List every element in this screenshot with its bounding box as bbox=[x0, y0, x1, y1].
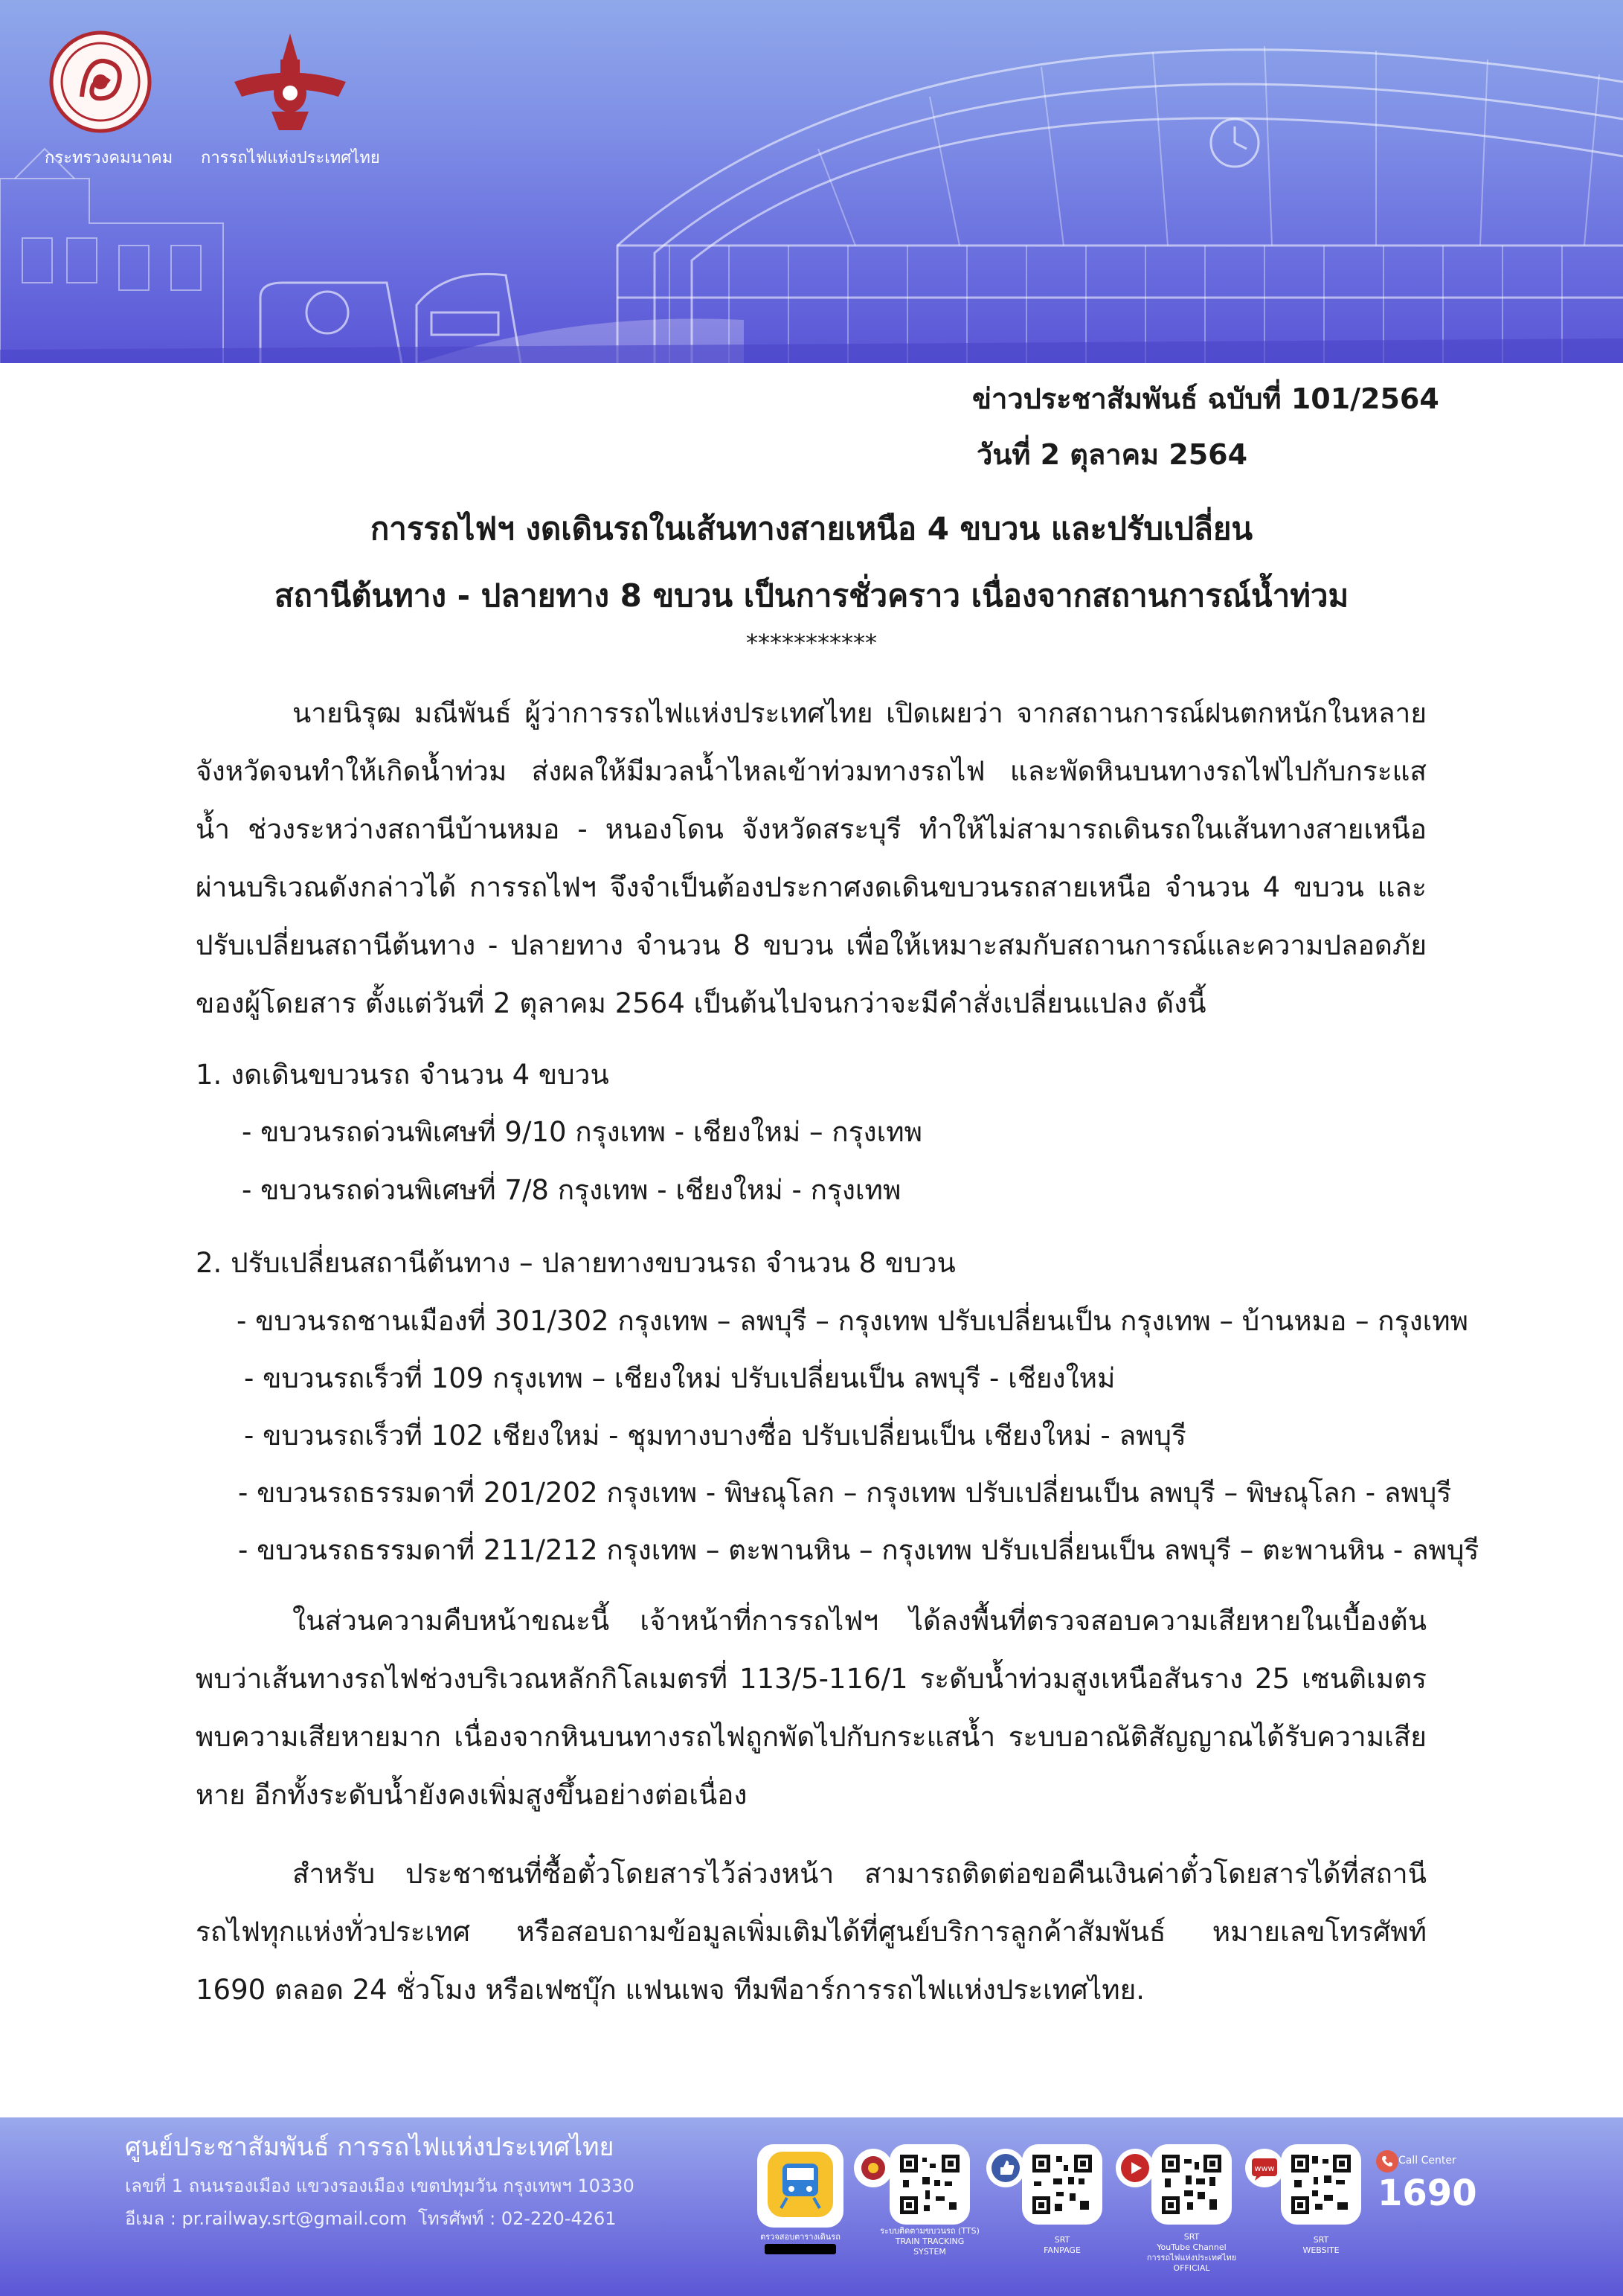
section-cancelled-heading: 1. งดเดินขบวนรถ จำนวน 4 ขบวน bbox=[196, 1059, 609, 1091]
srt-small-logo-icon bbox=[854, 2149, 893, 2187]
footer-address: เลขที่ 1 ถนนรองเมือง แขวงรองเมือง เขตปทุมวัน กรุงเทพฯ 10330 bbox=[125, 2175, 634, 2196]
youtube-icon bbox=[1116, 2149, 1154, 2187]
fanpage-caption-1: SRT bbox=[1054, 2235, 1070, 2245]
website-caption-1: SRT bbox=[1313, 2235, 1329, 2245]
www-label: www bbox=[1254, 2164, 1275, 2173]
paragraph-intro: นายนิรุฒ มณีพันธ์ ผู้ว่าการรถไฟแห่งประเทศไทย เปิดเผยว่า จากสถานการณ์ฝนตกหนักในหลายจังหวัดจนทำให้เกิดน้ำท่วม ส่งผลให้มีมวลน้ำไหลเข้าท่วมทางรถไฟ และพัดหินบนทางรถไฟไปกับกระแสน้ำ ช่วงระหว่างสถานีบ้านหมอ - หนองโดน จังหวัดสระบุรี ทำให้ไม่สามารถเดินรถในเส้นทางสายเหนือผ่านบริเวณดังกล่าวได้ การรถไฟฯ จึงจำเป็นต้องประกาศงดเดินขบวนรถสายเหนือ จำนวน 4 ขบวน และปรับเปลี่ยนสถานีต้นทาง - ปลายทาง จำนวน 8 ขบวน เพื่อให้เหมาะสมกับสถานการณ์และความปลอดภัยของผู้โดยสาร ตั้งแต่วันที่ 2 ตุลาคม 2564 เป็นต้นไปจนกว่าจะมีคำสั่งเปลี่ยนแปลง ดังนี้ bbox=[196, 697, 1427, 1019]
youtube-caption-2: YouTube Channel bbox=[1157, 2242, 1227, 2252]
headline-separator: *********** bbox=[746, 629, 877, 657]
timetable-app-caption: ตรวจสอบตารางเดินรถ bbox=[760, 2232, 841, 2242]
youtube-caption-3: การรถไฟแห่งประเทศไทย bbox=[1146, 2253, 1237, 2263]
footer-phone[interactable]: โทรศัพท์ : 02-220-4261 bbox=[418, 2208, 617, 2229]
paragraph-progress: ในส่วนความคืบหน้าขณะนี้ เจ้าหน้าที่การรถไฟฯ ได้ลงพื้นที่ตรวจสอบความเสียหายในเบื้องต้น พบว่าเส้นทางรถไฟช่วงบริเวณหลักกิโลเมตรที่ 113/5-116/1 ระดับน้ำท่วมสูงเหนือสันราง 25 เซนติเมตร พบความเสียหายมาก เนื่องจากหินบนทางรถไฟถูกพัดไปกับกระแสน้ำ ระบบอาณัติสัญญาณได้รับความเสียหาย อีกทั้งระดับน้ำยังคงเพิ่มสูงขึ้นอย่างต่อเนื่อง bbox=[196, 1605, 1427, 1811]
youtube-caption-4: OFFICIAL bbox=[1173, 2263, 1210, 2273]
changed-train-item: - ขบวนรถธรรมดาที่ 211/212 กรุงเทพ – ตะพานหิน – กรุงเทพ ปรับเปลี่ยนเป็น ลพบุรี – ตะพานหิน - ลพบุรี bbox=[238, 1534, 1479, 1566]
footer-email[interactable]: อีเมล : pr.railway.srt@gmail.com bbox=[125, 2208, 407, 2229]
changed-train-item: - ขบวนรถเร็วที่ 109 กรุงเทพ – เชียงใหม่ ปรับเปลี่ยนเป็น ลพบุรี - เชียงใหม่ bbox=[244, 1362, 1116, 1394]
release-number: ข่าวประชาสัมพันธ์ ฉบับที่ 101/2564 bbox=[972, 382, 1439, 415]
footer-center-name: ศูนย์ประชาสัมพันธ์ การรถไฟแห่งประเทศไทย bbox=[125, 2132, 614, 2162]
tts-caption-2: TRAIN TRACKING bbox=[895, 2236, 965, 2246]
cancelled-train-item: - ขบวนรถด่วนพิเศษที่ 7/8 กรุงเทพ - เชียงใหม่ - กรุงเทพ bbox=[242, 1174, 902, 1206]
ministry-caption: กระทรวงคมนาคม bbox=[45, 149, 173, 167]
release-date: วันที่ 2 ตุลาคม 2564 bbox=[977, 438, 1248, 471]
tts-caption-3: SYSTEM bbox=[913, 2247, 946, 2257]
section-changed-heading: 2. ปรับเปลี่ยนสถานีต้นทาง – ปลายทางขบวนรถ จำนวน 8 ขบวน bbox=[196, 1247, 956, 1279]
paragraph-refund: สำหรับ ประชาชนที่ซื้อตั๋วโดยสารไว้ล่วงหน้า สามารถติดต่อขอคืนเงินค่าตั๋วโดยสารได้ที่สถานีรถไฟทุกแห่งทั่วประเทศ หรือสอบถามข้อมูลเพิ่มเติมได้ที่ศูนย์บริการลูกค้าสัมพันธ์ หมายเลขโทรศัพท์ 1690 ตลอด 24 ชั่วโมง หรือเฟซบุ๊ก แฟนเพจ ทีมพีอาร์การรถไฟแห่งประเทศไทย. bbox=[196, 1858, 1427, 2006]
call-center-number[interactable]: 1690 bbox=[1378, 2172, 1477, 2214]
headline-line-1: การรถไฟฯ งดเดินรถในเส้นทางสายเหนือ 4 ขบวน และปรับเปลี่ยน bbox=[370, 510, 1253, 547]
changed-train-item: - ขบวนรถธรรมดาที่ 201/202 กรุงเทพ - พิษณุโลก – กรุงเทพ ปรับเปลี่ยนเป็น ลพบุรี – พิษณุโลก - ลพบุรี bbox=[238, 1477, 1452, 1509]
srt-emblem-icon bbox=[227, 30, 353, 134]
website-qr-card[interactable] bbox=[1281, 2144, 1361, 2225]
phone-icon bbox=[1376, 2150, 1398, 2172]
timetable-app-card[interactable] bbox=[757, 2144, 843, 2228]
tts-qr-card[interactable] bbox=[890, 2144, 970, 2225]
tts-caption-1: ระบบติดตามขบวนรถ (TTS) bbox=[880, 2226, 980, 2236]
youtube-caption-1: SRT bbox=[1183, 2232, 1200, 2242]
website-icon bbox=[1245, 2149, 1284, 2187]
youtube-qr-card[interactable] bbox=[1151, 2144, 1232, 2225]
cancelled-train-item: - ขบวนรถด่วนพิเศษที่ 9/10 กรุงเทพ - เชียงใหม่ – กรุงเทพ bbox=[242, 1116, 923, 1148]
like-icon bbox=[986, 2149, 1025, 2187]
changed-train-item: - ขบวนรถเร็วที่ 102 เชียงใหม่ - ชุมทางบางซื่อ ปรับเปลี่ยนเป็น เชียงใหม่ - ลพบุรี bbox=[244, 1420, 1186, 1452]
ministry-logo bbox=[45, 30, 173, 170]
ministry-seal-icon bbox=[48, 30, 152, 134]
changed-train-item: - ขบวนรถชานเมืองที่ 301/302 กรุงเทพ – ลพบุรี – กรุงเทพ ปรับเปลี่ยนเป็น กรุงเทพ – บ้านหมอ – กรุงเทพ bbox=[237, 1305, 1469, 1337]
srt-logo bbox=[201, 30, 379, 170]
headline-line-2: สถานีต้นทาง - ปลายทาง 8 ขบวน เป็นการชั่วคราว เนื่องจากสถานการณ์น้ำท่วม bbox=[274, 577, 1349, 614]
header-banner bbox=[0, 0, 1623, 363]
qr-code-icon bbox=[1281, 2144, 1361, 2225]
qr-code-icon bbox=[890, 2144, 970, 2225]
app-store-badges[interactable] bbox=[765, 2244, 836, 2254]
qr-code-icon bbox=[1151, 2144, 1232, 2225]
website-caption-2: WEBSITE bbox=[1302, 2245, 1340, 2255]
train-app-icon bbox=[757, 2144, 843, 2228]
qr-code-icon bbox=[1022, 2144, 1102, 2225]
fanpage-qr-card[interactable] bbox=[1022, 2144, 1102, 2225]
srt-caption: การรถไฟแห่งประเทศไทย bbox=[201, 149, 380, 167]
call-center-label: Call Center bbox=[1398, 2155, 1456, 2167]
fanpage-caption-2: FANPAGE bbox=[1044, 2245, 1081, 2255]
